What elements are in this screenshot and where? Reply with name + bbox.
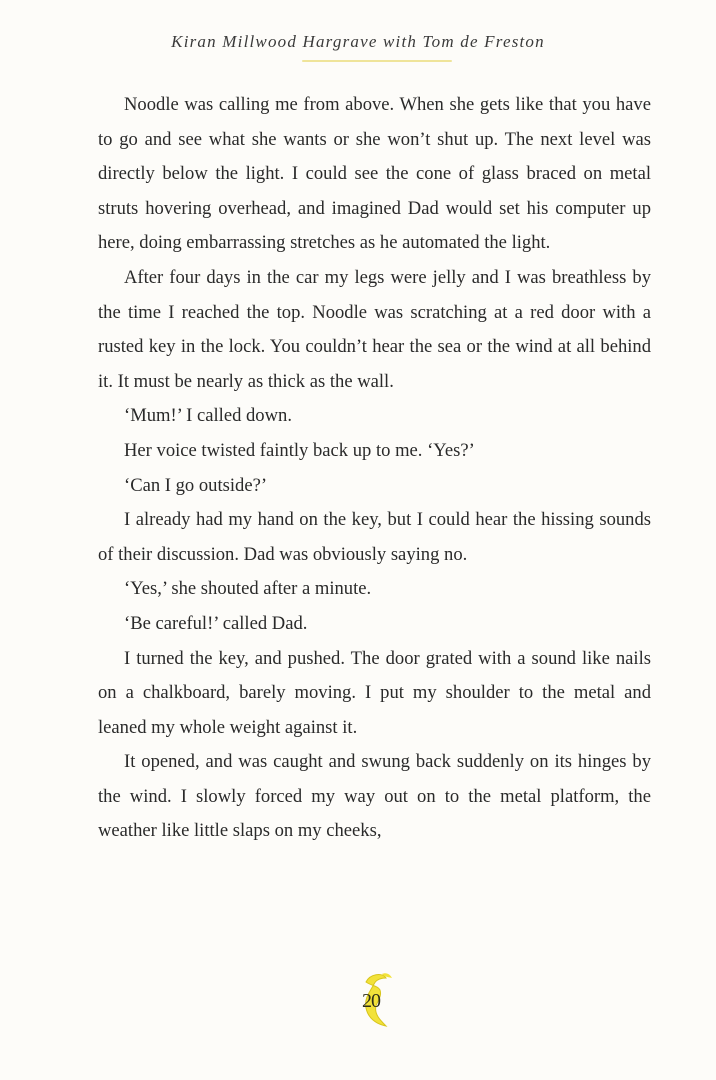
paragraph: After four days in the car my legs were jelly and I was breathless by the time I reached the top. Noodle was scratching at a red door with a rusted key in the lock. You couldn’t hear the sea or the wind at all behind it. It must be nearly as thick as the wall.	[98, 266, 651, 392]
paragraph: Noodle was calling me from above. When she gets like that you have to go and see what she wants or she won’t shut up. The next level was directly below the light. I could see the cone of glass braced on metal struts hovering overhead, and imagined Dad would set his computer up here, doing embarrassing stretches as he automated the light.	[98, 94, 651, 254]
running-head-rule	[302, 60, 452, 62]
paragraph: ‘Yes,’ she shouted after a minute.	[124, 578, 372, 600]
paragraph: It opened, and was caught and swung back suddenly on its hinges by the wind. I slowly forced my way out on to the metal platform, the weather like little slaps on my cheeks,	[98, 751, 651, 842]
paragraph: Her voice twisted faintly back up to me. ‘Yes?’	[124, 439, 475, 461]
paragraph: I turned the key, and pushed. The door grated with a sound like nails on a chalkboard, barely moving. I put my shoulder to the metal and leaned my whole weight against it.	[98, 647, 651, 738]
page-number: 20	[362, 990, 380, 1012]
paragraph: ‘Be careful!’ called Dad.	[124, 612, 308, 634]
paragraph: ‘Can I go outside?’	[124, 474, 268, 496]
paragraph: I already had my hand on the key, but I could hear the hissing sounds of their discussion. Dad was obviously saying no.	[98, 509, 651, 565]
body-text	[98, 88, 651, 849]
page-number-ornament	[352, 968, 402, 1032]
running-head: Kiran Millwood Hargrave with Tom de Freston	[171, 32, 545, 51]
paragraph: ‘Mum!’ I called down.	[124, 405, 292, 427]
